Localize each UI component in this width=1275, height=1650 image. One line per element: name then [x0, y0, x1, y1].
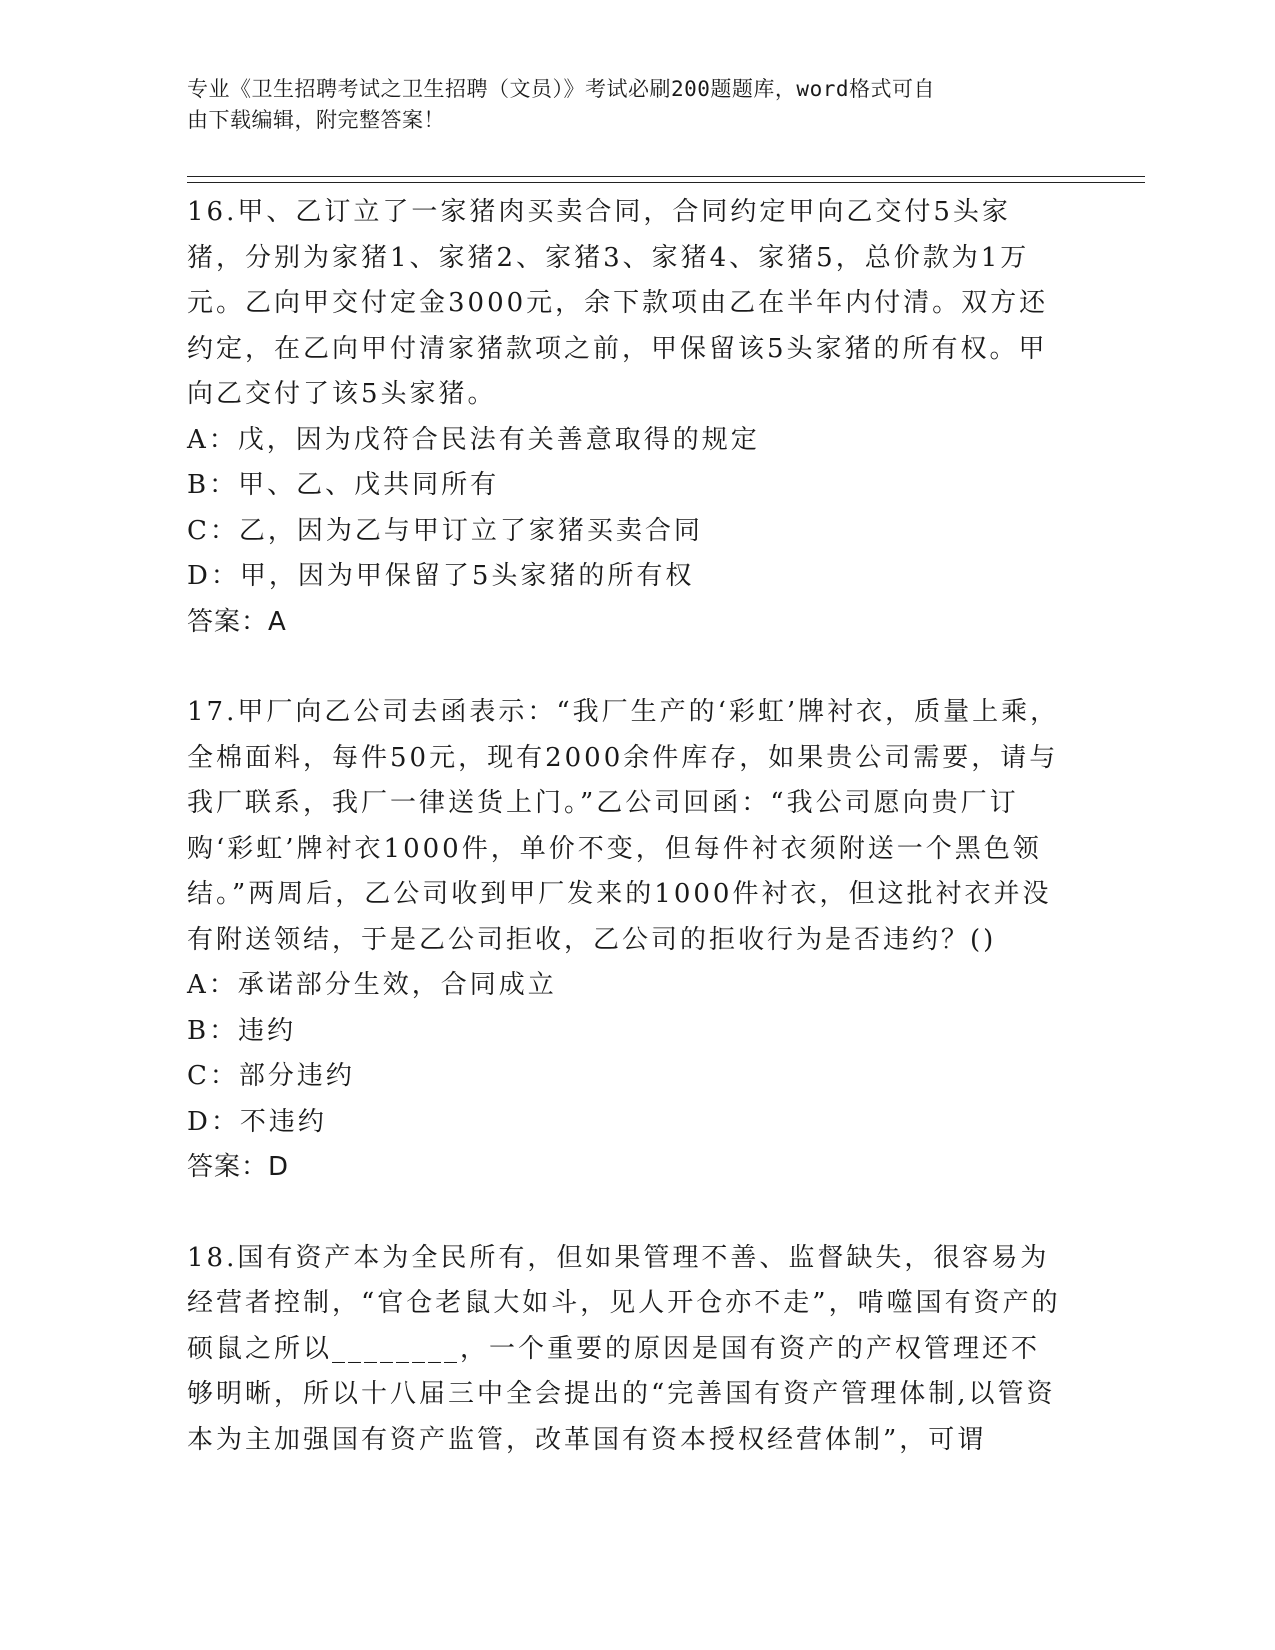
document-header — [187, 74, 1067, 136]
question-17 — [187, 690, 1067, 1191]
option-d: D：不违约 — [187, 1106, 327, 1137]
question-16 — [187, 190, 1067, 645]
option-c: C：乙，因为乙与甲订立了家猪买卖合同 — [187, 515, 703, 546]
question-list — [187, 190, 1067, 1463]
header-divider-bottom — [187, 182, 1145, 183]
header-divider-top — [187, 176, 1145, 177]
question-18 — [187, 1236, 1067, 1464]
option-d: D：甲，因为甲保留了5头家猪的所有权 — [187, 561, 695, 591]
question-stem: 17.甲厂向乙公司去函表示：“我厂生产的‘彩虹’牌衬衣，质量上乘，全棉面料，每件50元，现有2000余件库存，如果贵公司需要，请与我厂联系，我厂一律送货上门。”乙公司回函：“我公司愿向贵厂订购‘彩虹’牌衬衣1000件，单价不变，但每件衬衣须附送一个黑色领结。”两周后，乙公司收到甲厂发来的1000件衬衣，但这批衬衣并没有附送领结，于是乙公司拒收，乙公司的拒收行为是否违约？() — [187, 697, 1060, 955]
option-b: B：甲、乙、戊共同所有 — [187, 470, 500, 500]
answer: 答案：D — [187, 1152, 290, 1182]
option-a: A：戊，因为戊符合民法有关善意取得的规定 — [187, 424, 760, 455]
question-stem: 18.国有资产本为全民所有，但如果管理不善、监督缺失，很容易为经营者控制，“官仓老鼠大如斗，见人开仓亦不走”，啃噬国有资产的硕鼠之所以________，一个重要的原因是国有资产的产权管理还不够明晰，所以十八届三中全会提出的“完善国有资产管理体制,以管资本为主加强国有资产监管，改革国有资本授权经营体制”，可谓 — [187, 1242, 1061, 1455]
header-line-1: 专业《卫生招聘考试之卫生招聘（文员）》考试必刷200题题库，word格式可自 — [187, 77, 935, 101]
answer: 答案：A — [187, 606, 287, 637]
option-b: B：违约 — [187, 1015, 297, 1046]
header-line-2: 由下载编辑，附完整答案！ — [187, 108, 445, 132]
option-a: A：承诺部分生效，合同成立 — [187, 970, 557, 1000]
question-stem: 16.甲、乙订立了一家猪肉买卖合同，合同约定甲向乙交付5头家猪，分别为家猪1、家猪2、家猪3、家猪4、家猪5，总价款为1万元。乙向甲交付定金3000元，余下款项由乙在半年内付清。双方还约定，在乙向甲付清家猪款项之前，甲保留该5头家猪的所有权。甲向乙交付了该5头家猪。 — [187, 197, 1049, 409]
option-c: C：部分违约 — [187, 1061, 355, 1091]
